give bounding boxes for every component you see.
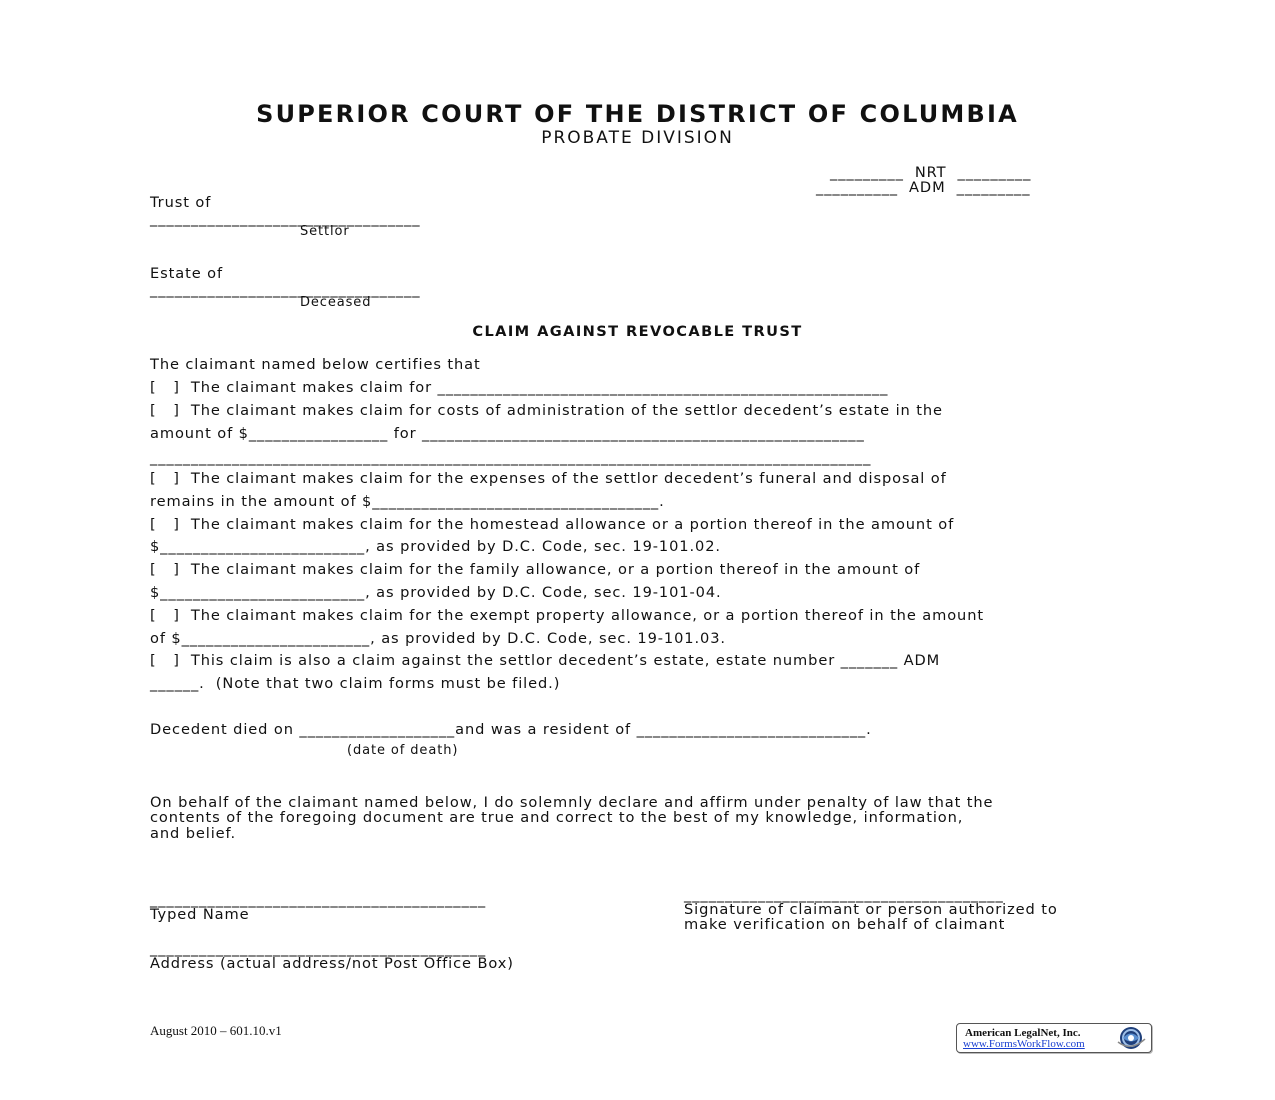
signature-label-line-1: Signature of claimant or person authorized to [684,901,1058,918]
deceased-caption: Deceased [300,295,372,310]
logo-company-name: American LegalNet, Inc. [965,1027,1081,1039]
address-label: Address (actual address/not Post Office Box) [150,955,514,972]
claim-family: [ ] The claimant makes claim for the family allowance, or a portion thereof in the amount of [150,561,921,578]
signature-line: _______________________________________ [684,886,1004,903]
typed-name-label: Typed Name [150,906,250,923]
claim-homestead-amount: $_________________________, as provided by D.C. Code, sec. 19-101.02. [150,538,721,555]
claim-funeral: [ ] The claimant makes claim for the expenses of the settlor decedent’s funeral and disposal of [150,470,947,487]
typed-name-line: _________________________________________ [150,891,487,908]
trust-line: _________________________________ [150,210,421,227]
declaration-line-3: and belief. [150,825,237,842]
trust-label: Trust of [150,194,212,211]
date-of-death-caption: (date of death) [347,743,459,758]
logo-url-link[interactable]: www.FormsWorkFlow.com [963,1038,1085,1050]
claim-funeral-amount: remains in the amount of $___________________________________. [150,493,665,510]
signature-label-line-2: make verification on behalf of claimant [684,916,1006,933]
declaration-line-1: On behalf of the claimant named below, I do solemnly declare and affirm under penalty of law that the [150,794,994,811]
claim-family-amount: $_________________________, as provided by D.C. Code, sec. 19-101-04. [150,584,722,601]
claim-admin-costs-line: ________________________________________________________________________________________ [150,449,872,466]
address-line: _________________________________________ [150,940,487,957]
american-legalnet-logo[interactable] [956,1023,1152,1053]
estate-line: _________________________________ [150,281,421,298]
declaration-line-2: contents of the foregoing document are true and correct to the best of my knowledge, information, [150,809,964,826]
globe-icon [1115,1025,1149,1051]
decedent-line: Decedent died on ___________________and was a resident of ____________________________. [150,721,872,738]
claim-general: [ ] The claimant makes claim for _______________________________________________________ [150,379,889,396]
claim-estate-note: ______. (Note that two claim forms must be filed.) [150,675,561,692]
court-title: SUPERIOR COURT OF THE DISTRICT OF COLUMBIA [256,100,1019,128]
form-version: August 2010 – 601.10.v1 [150,1023,282,1038]
estate-label: Estate of [150,265,223,282]
claim-admin-costs-amount: amount of $_________________ for ______________________________________________________ [150,425,865,442]
nrt-line: _________ NRT _________ [830,164,1032,181]
intro-text: The claimant named below certifies that [150,356,481,373]
adm-line: __________ ADM _________ [816,179,1031,196]
division-title: PROBATE DIVISION [541,128,734,148]
claim-exempt: [ ] The claimant makes claim for the exempt property allowance, or a portion thereof in the amount [150,607,984,624]
claim-exempt-amount: of $_______________________, as provided by D.C. Code, sec. 19-101.03. [150,630,726,647]
claim-admin-costs: [ ] The claimant makes claim for costs of administration of the settlor decedent’s estate in the [150,402,943,419]
settlor-caption: Settlor [300,224,350,239]
claim-homestead: [ ] The claimant makes claim for the homestead allowance or a portion thereof in the amount of [150,516,955,533]
form-title: CLAIM AGAINST REVOCABLE TRUST [472,323,803,340]
claim-estate: [ ] This claim is also a claim against the settlor decedent’s estate, estate number _______ ADM [150,652,941,669]
